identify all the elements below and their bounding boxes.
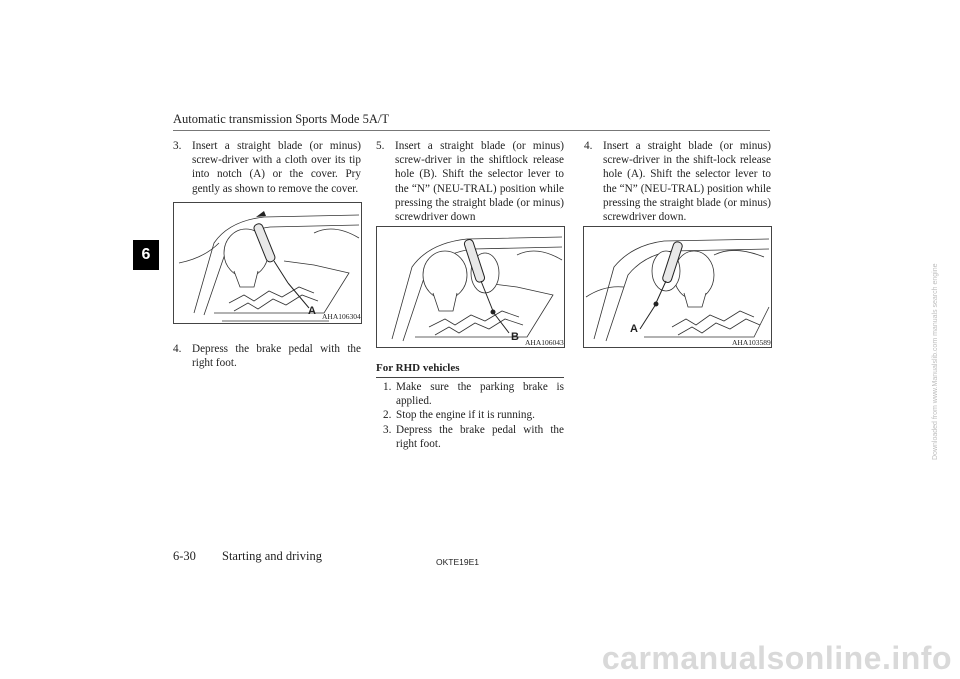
figure-code: AHA106043 (525, 338, 564, 347)
step-text: Depress the brake pedal with the right foot. (396, 423, 564, 450)
figure-shift-lever-cover (173, 202, 362, 324)
step-text: Stop the engine if it is running. (396, 409, 535, 422)
figure-code: AHA106304 (322, 312, 361, 321)
figure-shift-lock-hole-rhd (583, 226, 772, 348)
step-text: Depress the brake pedal with the right foot. (192, 343, 361, 370)
rhd-section-heading: For RHD vehicles (376, 362, 564, 378)
figure-callout-a: A (630, 323, 638, 335)
step-number: 3. (383, 423, 392, 436)
step-text: Insert a straight blade (or minus) screw-driver with a cloth over its tip into notch (A) or the cover. Pry gently as shown to remove the cover. (192, 140, 361, 195)
shift-lever-illustration (174, 203, 361, 323)
step-text: Insert a straight blade (or minus) screw-driver in the shiftlock release hole (B). Shift the selector lever to the “N” (NEU-TRAL) position while pressing the straight blade (or minus) screwdriver down (395, 140, 564, 224)
figure-code: AHA103589 (732, 338, 771, 347)
rhd-steps-list (383, 380, 564, 451)
step-number: 3. (173, 140, 182, 152)
step-number: 4. (173, 343, 182, 355)
section-name: Starting and driving (222, 549, 322, 563)
watermark-site: carmanualsonline.info (601, 640, 952, 676)
list-item (383, 380, 564, 408)
watermark-side-text: Downloaded from www.Manualslib.com manuals search engine (932, 263, 939, 460)
header-rule (173, 130, 770, 131)
step-number: 5. (376, 140, 385, 152)
list-item (383, 423, 564, 451)
step-number: 1. (383, 381, 392, 393)
step-4-shift-lock-release-rhd (584, 139, 771, 224)
rhd-shiftlock-illustration (584, 227, 771, 347)
figure-shiftlock-hole (376, 226, 565, 348)
figure-callout-a: A (308, 305, 316, 317)
chapter-tab[interactable]: 6 (133, 240, 159, 270)
step-4-depress-brake (173, 342, 361, 370)
shiftlock-illustration (377, 227, 564, 347)
figure-callout-b: B (511, 331, 519, 343)
step-number: 4. (584, 140, 593, 152)
step-5-shiftlock-release (376, 139, 564, 224)
step-3-insert-blade (173, 139, 361, 196)
list-item (383, 408, 564, 422)
document-code: OKTE19E1 (436, 557, 479, 567)
step-number: 2. (383, 409, 392, 422)
running-header-title: Automatic transmission Sports Mode 5A/T (173, 112, 389, 126)
step-text: Make sure the parking brake is applied. (396, 381, 564, 408)
step-text: Insert a straight blade (or minus) screw-driver in the shift-lock release hole (A). Shift the selector lever to the “N” (NEU-TRAL) position while pressing the straight blade (or minus) screwdriver down. (603, 140, 771, 224)
page-number: 6-30 (173, 549, 196, 563)
